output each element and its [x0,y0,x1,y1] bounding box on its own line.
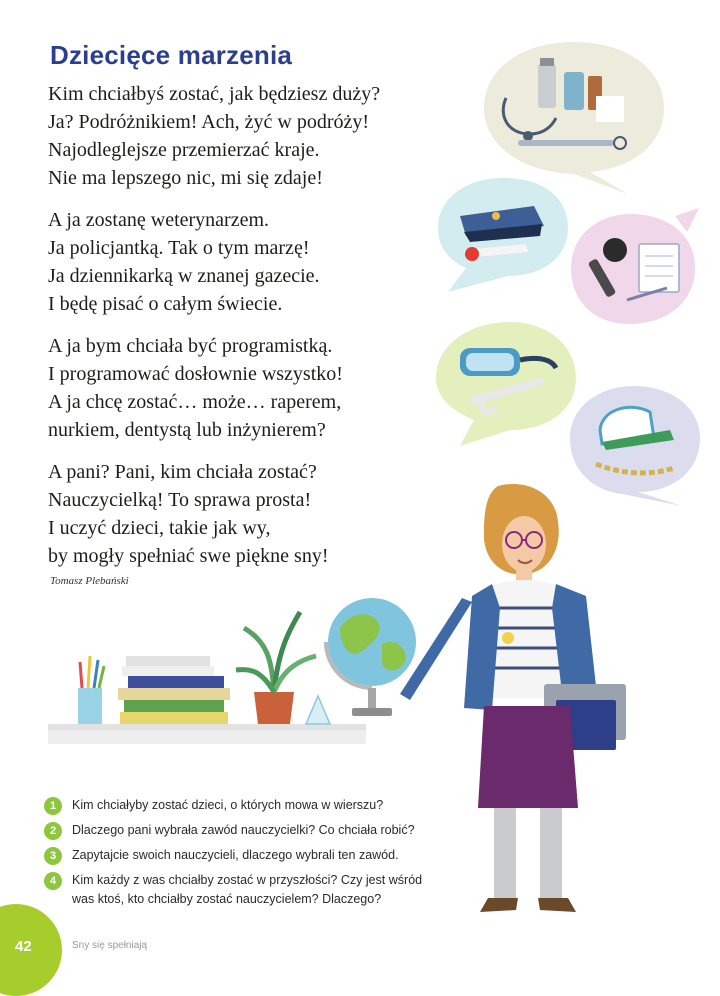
question-item [44,871,514,909]
poem-stanza-1 [48,80,468,192]
question-item [44,846,514,865]
poem-line: I będę pisać o całym świecie. [48,293,283,315]
question-text: Kim każdy z was chciałby zostać w przyszłości? Czy jest wśród [72,873,423,887]
poem-line: Najodleglejsze przemierzać kraje. [48,139,320,161]
page-title: Dziecięce marzenia [50,40,293,70]
diving-mask-icon [430,316,580,448]
poem-stanza-2 [48,206,468,318]
question-number: 4 [44,872,62,890]
poem-line: nurkiem, dentystą lub inżynierem? [48,419,326,441]
poem-line: A pani? Pani, kim chciała zostać? [48,461,317,483]
question-item [44,796,514,815]
page-number: 42 [15,938,32,955]
question-number: 1 [44,797,62,815]
question-text: Kim chciałyby zostać dzieci, o których mowa w wierszu? [72,798,384,812]
poem-line: Ja? Podróżnikiem! Ach, żyć w podróży! [48,111,370,133]
question-number: 2 [44,822,62,840]
question-text: was ktoś, kto chciałby zostać nauczycielem? Dlaczego? [72,892,382,906]
poem-line: I uczyć dzieci, takie jak wy, [48,517,271,539]
poem-line: Kim chciałbyś zostać, jak będziesz duży? [48,83,381,105]
poem-line: A ja chcę zostać… może… raperem, [48,391,342,413]
questions-list [44,796,514,915]
microphone-notebook-icon [567,206,703,336]
section-name: Sny się spełniają [72,940,148,951]
police-cap-icon [430,172,574,294]
poem-line: by mogły spełniać swe piękne sny! [48,545,329,567]
poem-line: I programować dosłownie wszystko! [48,363,343,385]
poem-line: Ja dziennikarką w znanej gazecie. [48,265,320,287]
poem-line: Nauczycielką! To sprawa prosta! [48,489,312,511]
poem-line: Nie ma lepszego nic, mi się zdaje! [48,167,323,189]
question-text: Zapytajcie swoich nauczycieli, dlaczego wybrali ten zawód. [72,848,399,862]
poem-line: A ja zostanę weterynarzem. [48,209,270,231]
poem-author: Tomasz Plebański [50,575,129,587]
question-text: Dlaczego pani wybrała zawód nauczycielki? Co chciała robić? [72,823,415,837]
poem-line: A ja bym chciała być programistką. [48,335,333,357]
poem-stanza-3 [48,332,468,444]
question-number: 3 [44,847,62,865]
question-item [44,821,514,840]
poem-line: Ja policjantką. Tak o tym marzę! [48,237,310,259]
